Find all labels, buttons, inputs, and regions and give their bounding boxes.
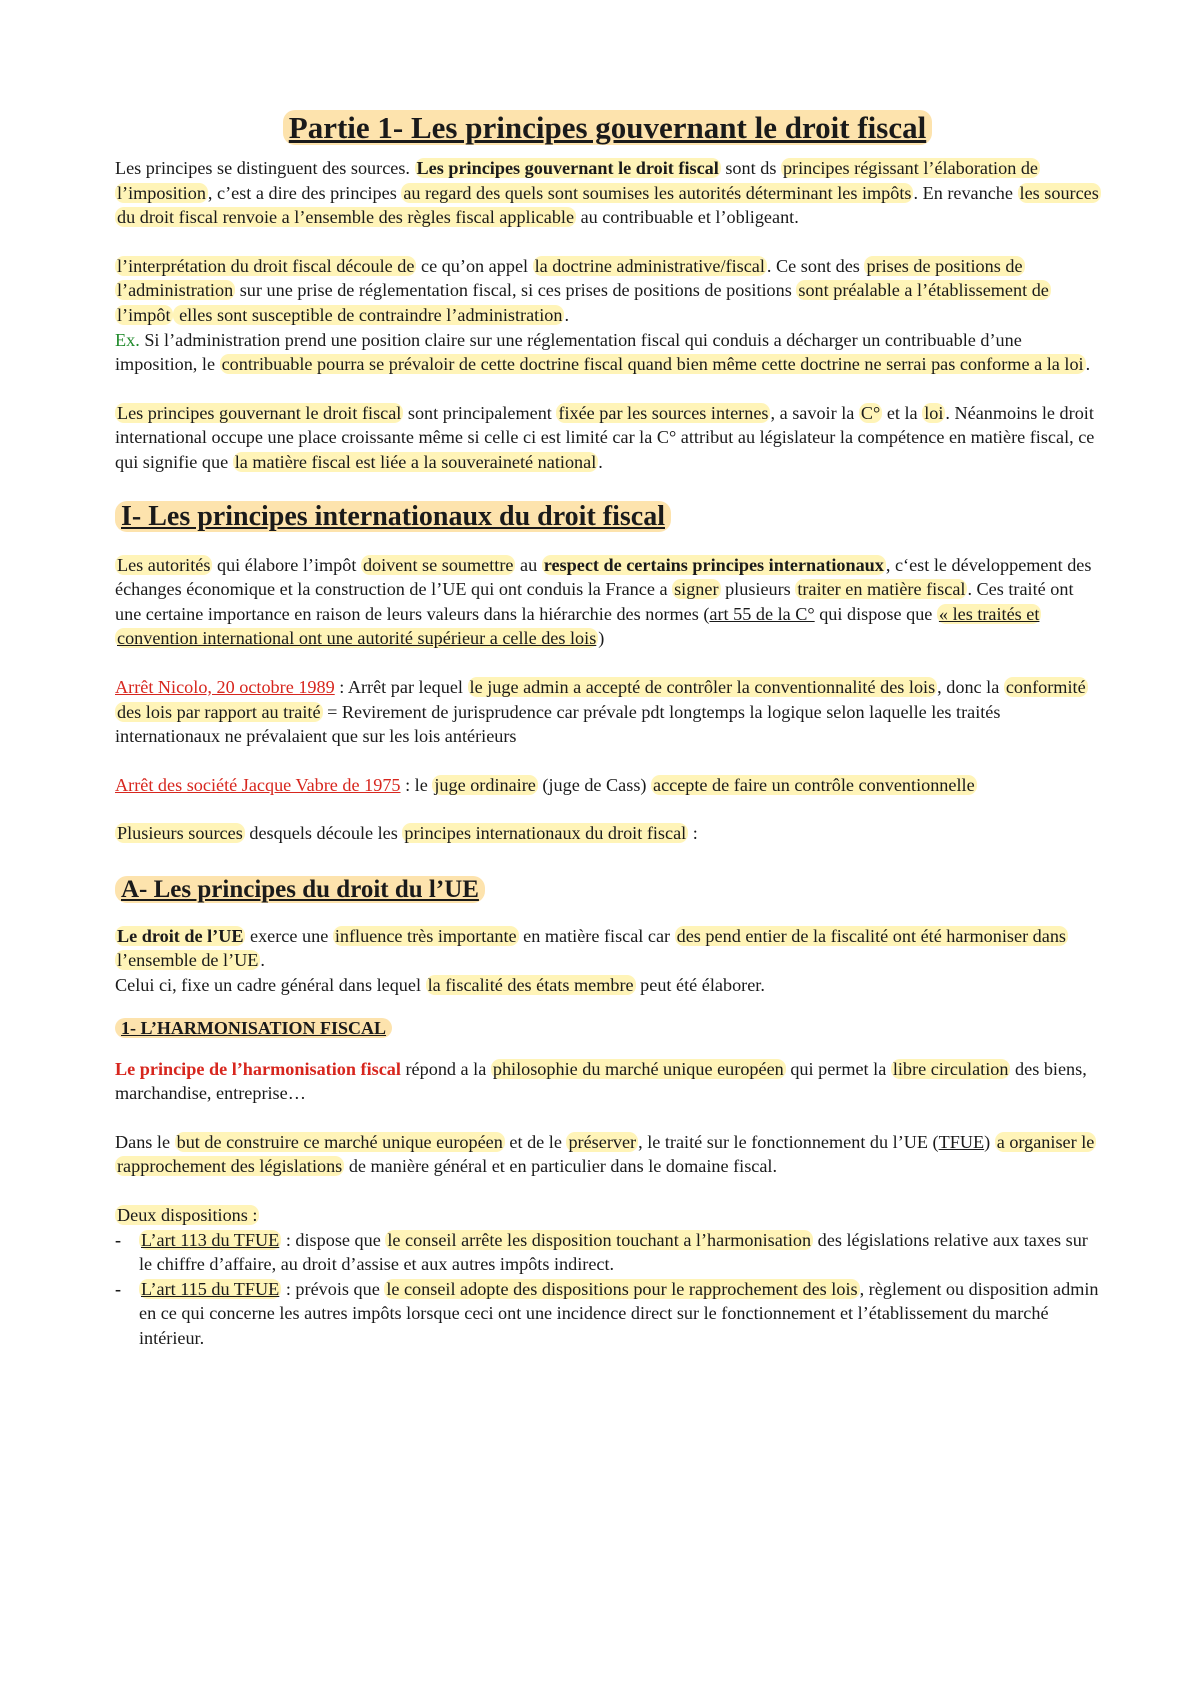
text-run: Les autorités xyxy=(117,554,211,575)
text-run: le conseil arrête les disposition touchant a l’harmonisation xyxy=(387,1229,812,1250)
text-run: principes régissant l’élaboration de l’imposition xyxy=(117,158,1038,203)
subsection-heading xyxy=(115,876,1100,904)
list-item xyxy=(115,1228,1100,1277)
text-run: libre circulation xyxy=(892,1058,1009,1079)
text-run: , c‘est le développement des échanges économique et la construction de l’UE qui ont conduis la France a xyxy=(115,554,1092,600)
text-run: au contribuable et l’obligeant. xyxy=(576,207,799,228)
text-run: des législations relative aux taxes sur le chiffre d’affaire, au droit d’assise et aux autres impôts indirect. xyxy=(139,1229,1088,1275)
text-run: sont principalement xyxy=(403,402,557,423)
text-run: : Arrêt par lequel xyxy=(334,676,468,697)
text-run: peut été élaborer. xyxy=(635,975,765,996)
section-heading xyxy=(115,501,1100,533)
text-run: : le xyxy=(400,774,433,795)
sources-paragraph xyxy=(115,821,1100,846)
text-run: contribuable pourra se prévaloir de cette doctrine fiscal quand bien même cette doctrine ne serrai pas conforme a la loi xyxy=(221,354,1084,375)
text-run: ) xyxy=(984,1131,995,1152)
text-run: elles sont susceptible de contraindre l’administration xyxy=(174,304,563,325)
text-run: . Néanmoins le droit international occupe une place croissante même si celle ci est limité car la C° attribut au législateur la compétence en matière fiscal, ce qui signifie que xyxy=(115,402,1095,472)
text-run: respect de certains principes internationaux xyxy=(543,554,884,575)
text-run: : dispose que xyxy=(281,1229,386,1250)
text-run: Les principes gouvernant le droit fiscal xyxy=(416,158,719,178)
text-run: des biens, marchandise, entreprise… xyxy=(115,1058,1087,1104)
text-run: Dans le xyxy=(115,1131,175,1152)
text-run: art 55 de la C° xyxy=(709,603,815,624)
text-run: le conseil adopte des dispositions pour le rapprochement des lois xyxy=(386,1278,858,1299)
text-run: au xyxy=(515,554,542,575)
article-reference: L’art 113 du TFUE xyxy=(141,1229,280,1250)
text-run: plusieurs xyxy=(720,579,796,600)
text-run: Deux dispositions : xyxy=(117,1205,258,1226)
article-reference: L’art 115 du TFUE xyxy=(141,1278,280,1299)
text-run: (juge de Cass) xyxy=(537,774,651,795)
text-run: loi xyxy=(924,402,944,423)
text-run: fixée par les sources internes xyxy=(558,402,769,423)
text-run: la fiscalité des états membre xyxy=(427,975,634,996)
intro-paragraph-2 xyxy=(115,254,1100,377)
text-run: Si l’administration prend une position claire sur une réglementation fiscal qui conduis a décharger un contribuable d’une imposition, le xyxy=(115,329,1022,375)
text-run: les sources du droit fiscal renvoie a l’ensemble des règles fiscal applicable xyxy=(117,182,1099,228)
text-run: , le traité sur le fonctionnement du l’UE ( xyxy=(638,1131,939,1152)
text-run: , donc la xyxy=(937,676,1004,697)
section1-paragraph-1 xyxy=(115,553,1100,651)
text-run: C° xyxy=(860,402,881,423)
text-run: juge ordinaire xyxy=(434,774,536,795)
text-run: Celui ci, fixe un cadre général dans lequel xyxy=(115,975,426,996)
text-run: qui dispose que xyxy=(814,603,937,624)
text-run: exerce une xyxy=(245,925,333,946)
text-run: : xyxy=(688,823,698,844)
text-run: « les traités et convention international ont une autorité supérieur a celle des lois xyxy=(117,603,1040,649)
text-run: qui élabore l’impôt xyxy=(212,554,361,575)
section-heading-text: I- Les principes internationaux du droit fiscal xyxy=(115,501,671,532)
text-run: . En revanche xyxy=(913,182,1018,203)
text-run: sur une prise de réglementation fiscal, si ces prises de positions de positions xyxy=(235,280,797,301)
text-run: philosophie du marché unique européen xyxy=(492,1058,784,1079)
text-run: des pend entier de la fiscalité ont été harmoniser dans l’ensemble de l’UE xyxy=(117,925,1067,971)
page-title-text: Partie 1- Les principes gouvernant le droit fiscal xyxy=(283,110,932,145)
case-reference: Arrêt Nicolo, 20 octobre 1989 xyxy=(115,676,335,697)
example-label: Ex. xyxy=(115,329,140,350)
dispositions-list xyxy=(115,1228,1100,1351)
text-run: Le principe de l’harmonisation fiscal xyxy=(115,1058,401,1079)
text-run: desquels découle les xyxy=(244,823,403,844)
text-run: conformité des lois par rapport au traité xyxy=(117,676,1086,722)
text-run: au regard des quels sont soumises les autorités déterminant les impôts xyxy=(403,182,912,203)
text-run: en matière fiscal car xyxy=(518,925,675,946)
text-run: . xyxy=(1085,354,1091,375)
vabre-paragraph xyxy=(115,773,1100,798)
text-run: . Ce sont des xyxy=(766,255,865,276)
subsubsection-heading xyxy=(115,1018,1100,1039)
text-run: a organiser le rapprochement des législations xyxy=(117,1131,1095,1177)
text-run: Les principes gouvernant le droit fiscal xyxy=(117,402,402,423)
text-run: répond a la xyxy=(400,1058,491,1079)
text-run: Plusieurs sources xyxy=(117,823,243,844)
text-run: traiter en matière fiscal xyxy=(797,579,966,600)
text-run: l’interprétation du droit fiscal découle de xyxy=(117,255,415,276)
text-run: ) xyxy=(598,628,605,649)
harmonisation-paragraph-1 xyxy=(115,1057,1100,1106)
text-run: . xyxy=(598,451,603,472)
text-run: influence très importante xyxy=(334,925,517,946)
list-item xyxy=(115,1277,1100,1351)
text-run: sont préalable a l’établissement de l’impôt xyxy=(117,280,1049,325)
text-run: , a savoir la xyxy=(770,402,859,423)
text-run: et de le xyxy=(504,1131,567,1152)
text-run: ce qu’on appel xyxy=(416,255,533,276)
text-run: Les principes se distinguent des sources. xyxy=(115,158,415,178)
dispositions-label xyxy=(115,1203,1100,1228)
text-run: but de construire ce marché unique européen xyxy=(176,1131,503,1152)
text-run: accepte de faire un contrôle conventionnelle xyxy=(653,774,975,795)
text-run: TFUE xyxy=(938,1131,985,1152)
text-run: . xyxy=(564,304,570,325)
text-run: signer xyxy=(674,579,719,600)
text-run: . Ces traité ont une certaine importance en raison de leurs valeurs dans la hiérarchie des normes ( xyxy=(115,579,1074,624)
text-run: de manière général et en particulier dans le domaine fiscal. xyxy=(344,1156,778,1177)
text-run: le juge admin a accepté de contrôler la conventionnalité des lois xyxy=(469,676,936,697)
text-run: doivent se soumettre xyxy=(362,554,514,575)
text-run: qui permet la xyxy=(785,1058,891,1079)
bullet-marker: - xyxy=(115,1278,122,1299)
text-run: , règlement ou disposition admin en ce qui concerne les autres impôts lorsque ceci ont une incidence direct sur le fonctionnement et l’établissement du marché intérieur. xyxy=(139,1278,1099,1348)
text-run: . xyxy=(260,950,265,971)
text-run: sont ds xyxy=(720,158,781,178)
text-run: = Revirement de jurisprudence car prévale pdt longtemps la logique selon laquelle les traités internationaux ne prévalaient que sur les lois antérieurs xyxy=(115,701,1001,747)
subsectionA-paragraph-1 xyxy=(115,924,1100,998)
bullet-marker: - xyxy=(115,1229,122,1250)
text-run: préserver xyxy=(568,1131,637,1152)
intro-paragraph-3 xyxy=(115,401,1100,475)
text-run: et la xyxy=(882,402,923,423)
text-run: prises de positions de l’administration xyxy=(117,255,1023,301)
intro-paragraph-1 xyxy=(115,156,1100,230)
page-title xyxy=(115,110,1100,146)
harmonisation-paragraph-2 xyxy=(115,1130,1100,1179)
document-page xyxy=(115,110,1100,1351)
nicolo-paragraph xyxy=(115,675,1100,749)
subsection-heading-text: A- Les principes du droit du l’UE xyxy=(115,876,485,903)
text-run: , c’est a dire des principes xyxy=(207,182,402,203)
text-run: : prévois que xyxy=(281,1278,385,1299)
text-run: principes internationaux du droit fiscal xyxy=(404,823,687,844)
case-reference: Arrêt des société Jacque Vabre de 1975 xyxy=(115,774,401,795)
subsubsection-heading-text: 1- L’HARMONISATION FISCAL xyxy=(115,1018,392,1038)
text-run: la doctrine administrative/fiscal xyxy=(534,255,765,276)
text-run: la matière fiscal est liée a la souveraineté national xyxy=(234,451,597,472)
text-run: Le droit de l’UE xyxy=(117,925,244,946)
